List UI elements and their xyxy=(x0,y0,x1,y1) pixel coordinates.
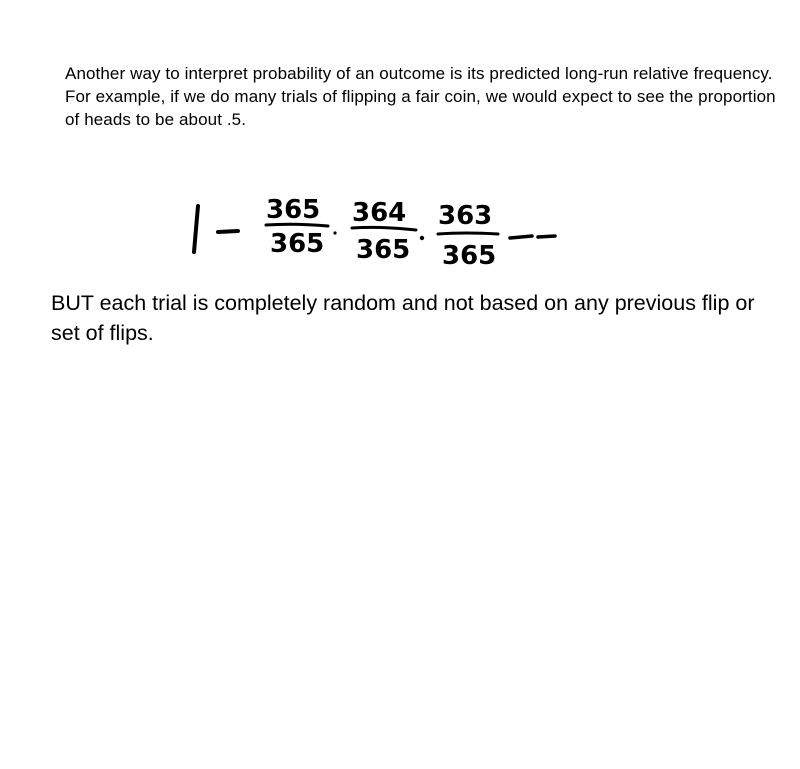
multiply-dot-1 xyxy=(333,231,336,234)
multiply-dot-2 xyxy=(420,236,424,240)
caveat-text: BUT each trial is completely random and not based on any previous flip or set of flips. xyxy=(51,291,755,345)
fraction-1-bar xyxy=(266,224,328,226)
fraction-1-denominator: 365 xyxy=(270,229,325,259)
fraction-2-numerator: 364 xyxy=(352,198,407,228)
handwritten-one-stroke xyxy=(194,206,198,252)
fraction-1-numerator: 365 xyxy=(266,195,321,225)
handwritten-expression xyxy=(180,188,570,270)
intro-text xyxy=(65,62,785,131)
fraction-3-numerator: 363 xyxy=(438,201,493,231)
handwritten-minus-stroke xyxy=(218,231,238,232)
intro-paragraph-2: For example, if we do many trials of flipping a fair coin, we would expect to see the proportion of heads to be about .5. xyxy=(65,87,776,129)
intro-paragraph-1: Another way to interpret probability of an outcome is its predicted long-run relative frequency. xyxy=(65,64,773,83)
fraction-3-bar xyxy=(438,233,498,234)
fraction-3-denominator: 365 xyxy=(442,241,497,270)
handwritten-lead: 1 − xyxy=(190,240,192,241)
continuation-dash-2 xyxy=(538,236,555,237)
continuation-dash-1 xyxy=(510,236,532,238)
fraction-2-bar xyxy=(352,227,416,230)
fraction-2-denominator: 365 xyxy=(356,235,411,265)
handwritten-continuation: −− xyxy=(510,244,512,245)
